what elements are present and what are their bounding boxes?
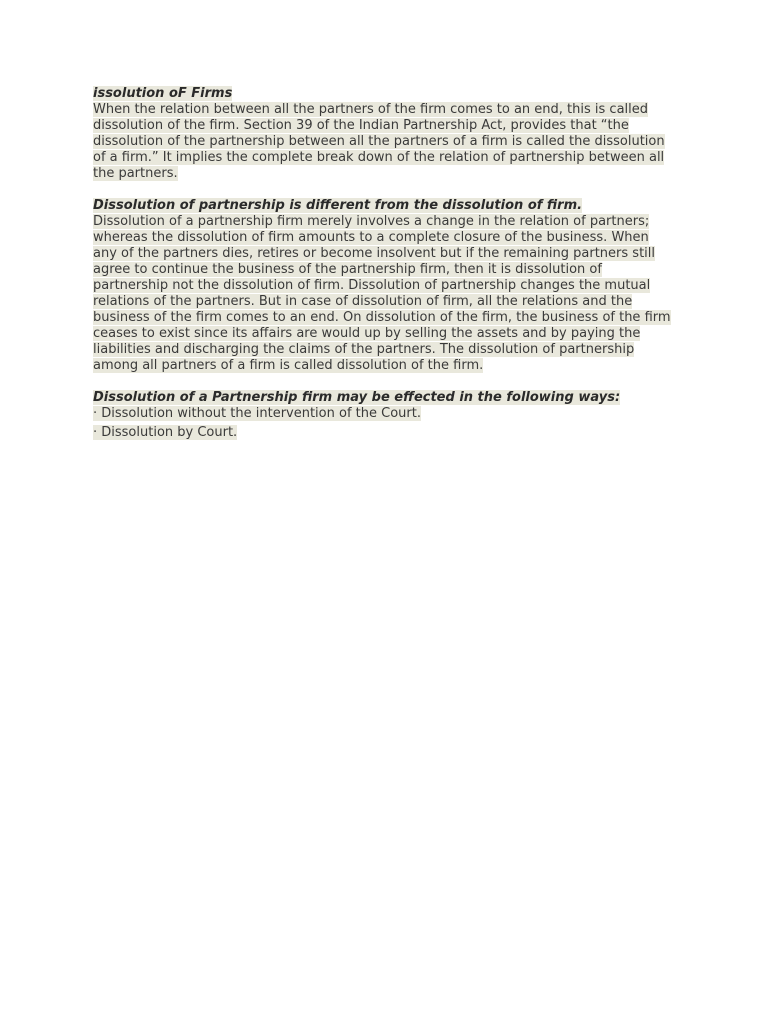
list-item-text: · Dissolution without the intervention of the Court. — [93, 406, 421, 421]
section-3-heading-line — [93, 390, 675, 406]
section-1-body: When the relation between all the partners of the firm comes to an end, this is called dissolution of the firm. Section 39 of the Indian Partnership Act, provides that “the dissolution of the partnership between all the partners of a firm is called the dissolution of a firm.” It implies the complete break down of the relation of partnership between all the partners. — [93, 102, 665, 181]
section-1-heading: issolution oF Firms — [93, 86, 233, 101]
list-item-text: · Dissolution by Court. — [93, 425, 238, 440]
section-3 — [93, 390, 675, 441]
list-item — [93, 406, 675, 422]
section-2-heading: Dissolution of partnership is different from the dissolution of firm. — [93, 198, 583, 213]
section-3-heading: Dissolution of a Partnership firm may be effected in the following ways: — [93, 390, 621, 405]
paragraph-gap — [93, 374, 675, 390]
document-content — [93, 86, 675, 441]
paragraph-gap — [93, 182, 675, 198]
section-2-body: Dissolution of a partnership firm merely involves a change in the relation of partners; whereas the dissolution of firm amounts to a complete closure of the business. When any of the partners dies, retires or become insolvent but if the remaining partners still agree to continue the business of the partnership firm, then it is dissolution of partnership not the dissolution of firm. Dissolution of partnership changes the mutual relations of the partners. But in case of dissolution of firm, all the relations and the business of the firm comes to an end. On dissolution of the firm, the business of the firm ceases to exist since its affairs are would up by selling the assets and by paying the liabilities and discharging the claims of the partners. The dissolution of partnership among all partners of a firm is called dissolution of the firm. — [93, 214, 671, 373]
section-1 — [93, 86, 675, 182]
list-item — [93, 425, 675, 441]
section-2 — [93, 198, 675, 374]
